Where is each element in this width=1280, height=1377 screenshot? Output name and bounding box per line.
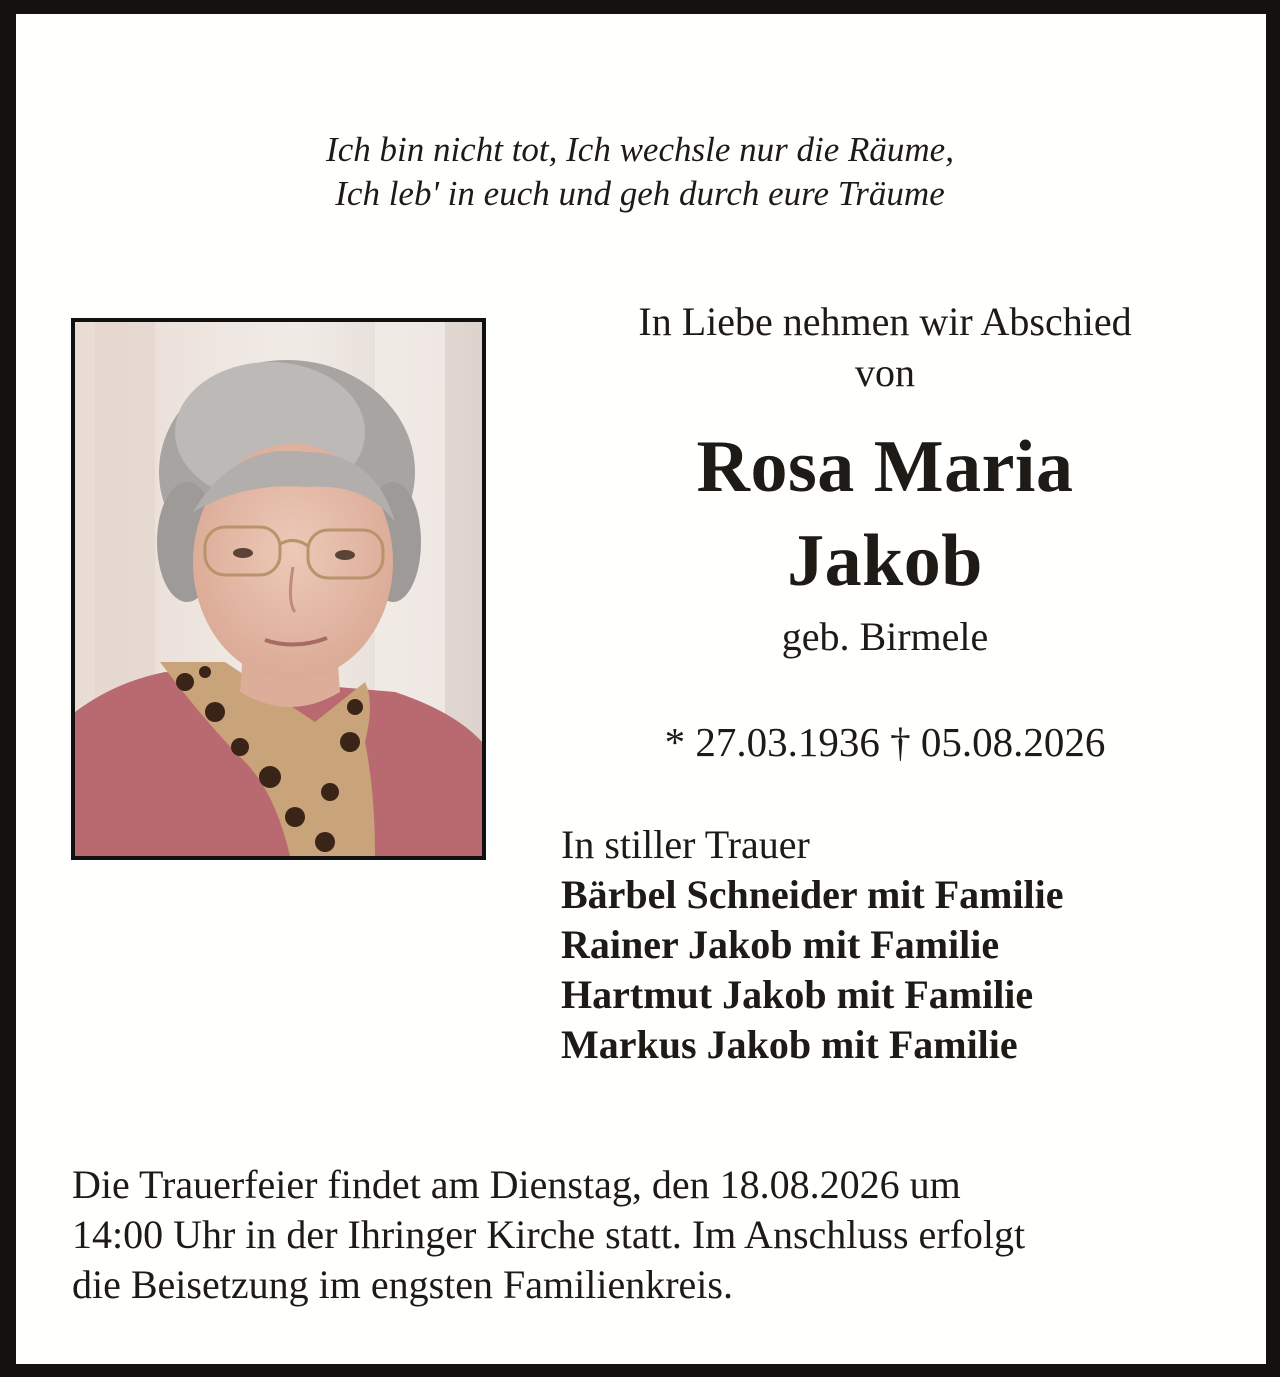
poem-verse <box>0 128 1280 216</box>
mourner-family: Markus Jakob mit Familie <box>561 1022 1018 1067</box>
farewell-line-2: von <box>855 350 915 395</box>
mourner-family: Rainer Jakob mit Familie <box>561 922 1000 967</box>
deceased-first-names: Rosa Maria <box>696 426 1074 508</box>
poem-line-2: Ich leb' in euch und geh durch eure Träume <box>335 174 945 213</box>
deceased-name <box>555 420 1215 608</box>
farewell-line-1: In Liebe nehmen wir Abschied <box>638 299 1132 344</box>
poem-line-1: Ich bin nicht tot, Ich wechsle nur die Räume, <box>326 130 954 169</box>
mourners-block <box>561 820 1241 1070</box>
funeral-notice-line-1: Die Trauerfeier findet am Dienstag, den 18.08.2026 um <box>72 1162 961 1207</box>
funeral-notice-line-3: die Beisetzung im engsten Familienkreis. <box>72 1262 733 1307</box>
mourner-family: Bärbel Schneider mit Familie <box>561 872 1064 917</box>
mourners-lead: In stiller Trauer <box>561 822 810 867</box>
funeral-notice-line-2: 14:00 Uhr in der Ihringer Kirche statt. Im Anschluss erfolgt <box>72 1212 1026 1257</box>
life-dates: * 27.03.1936 † 05.08.2026 <box>664 719 1106 765</box>
mourner-family: Hartmut Jakob mit Familie <box>561 972 1034 1017</box>
maiden-name: geb. Birmele <box>781 614 989 659</box>
portrait-photo <box>71 318 486 860</box>
deceased-surname: Jakob <box>787 520 983 602</box>
funeral-notice <box>72 1160 1222 1310</box>
portrait-illustration <box>75 322 482 856</box>
farewell-intro <box>555 296 1215 398</box>
